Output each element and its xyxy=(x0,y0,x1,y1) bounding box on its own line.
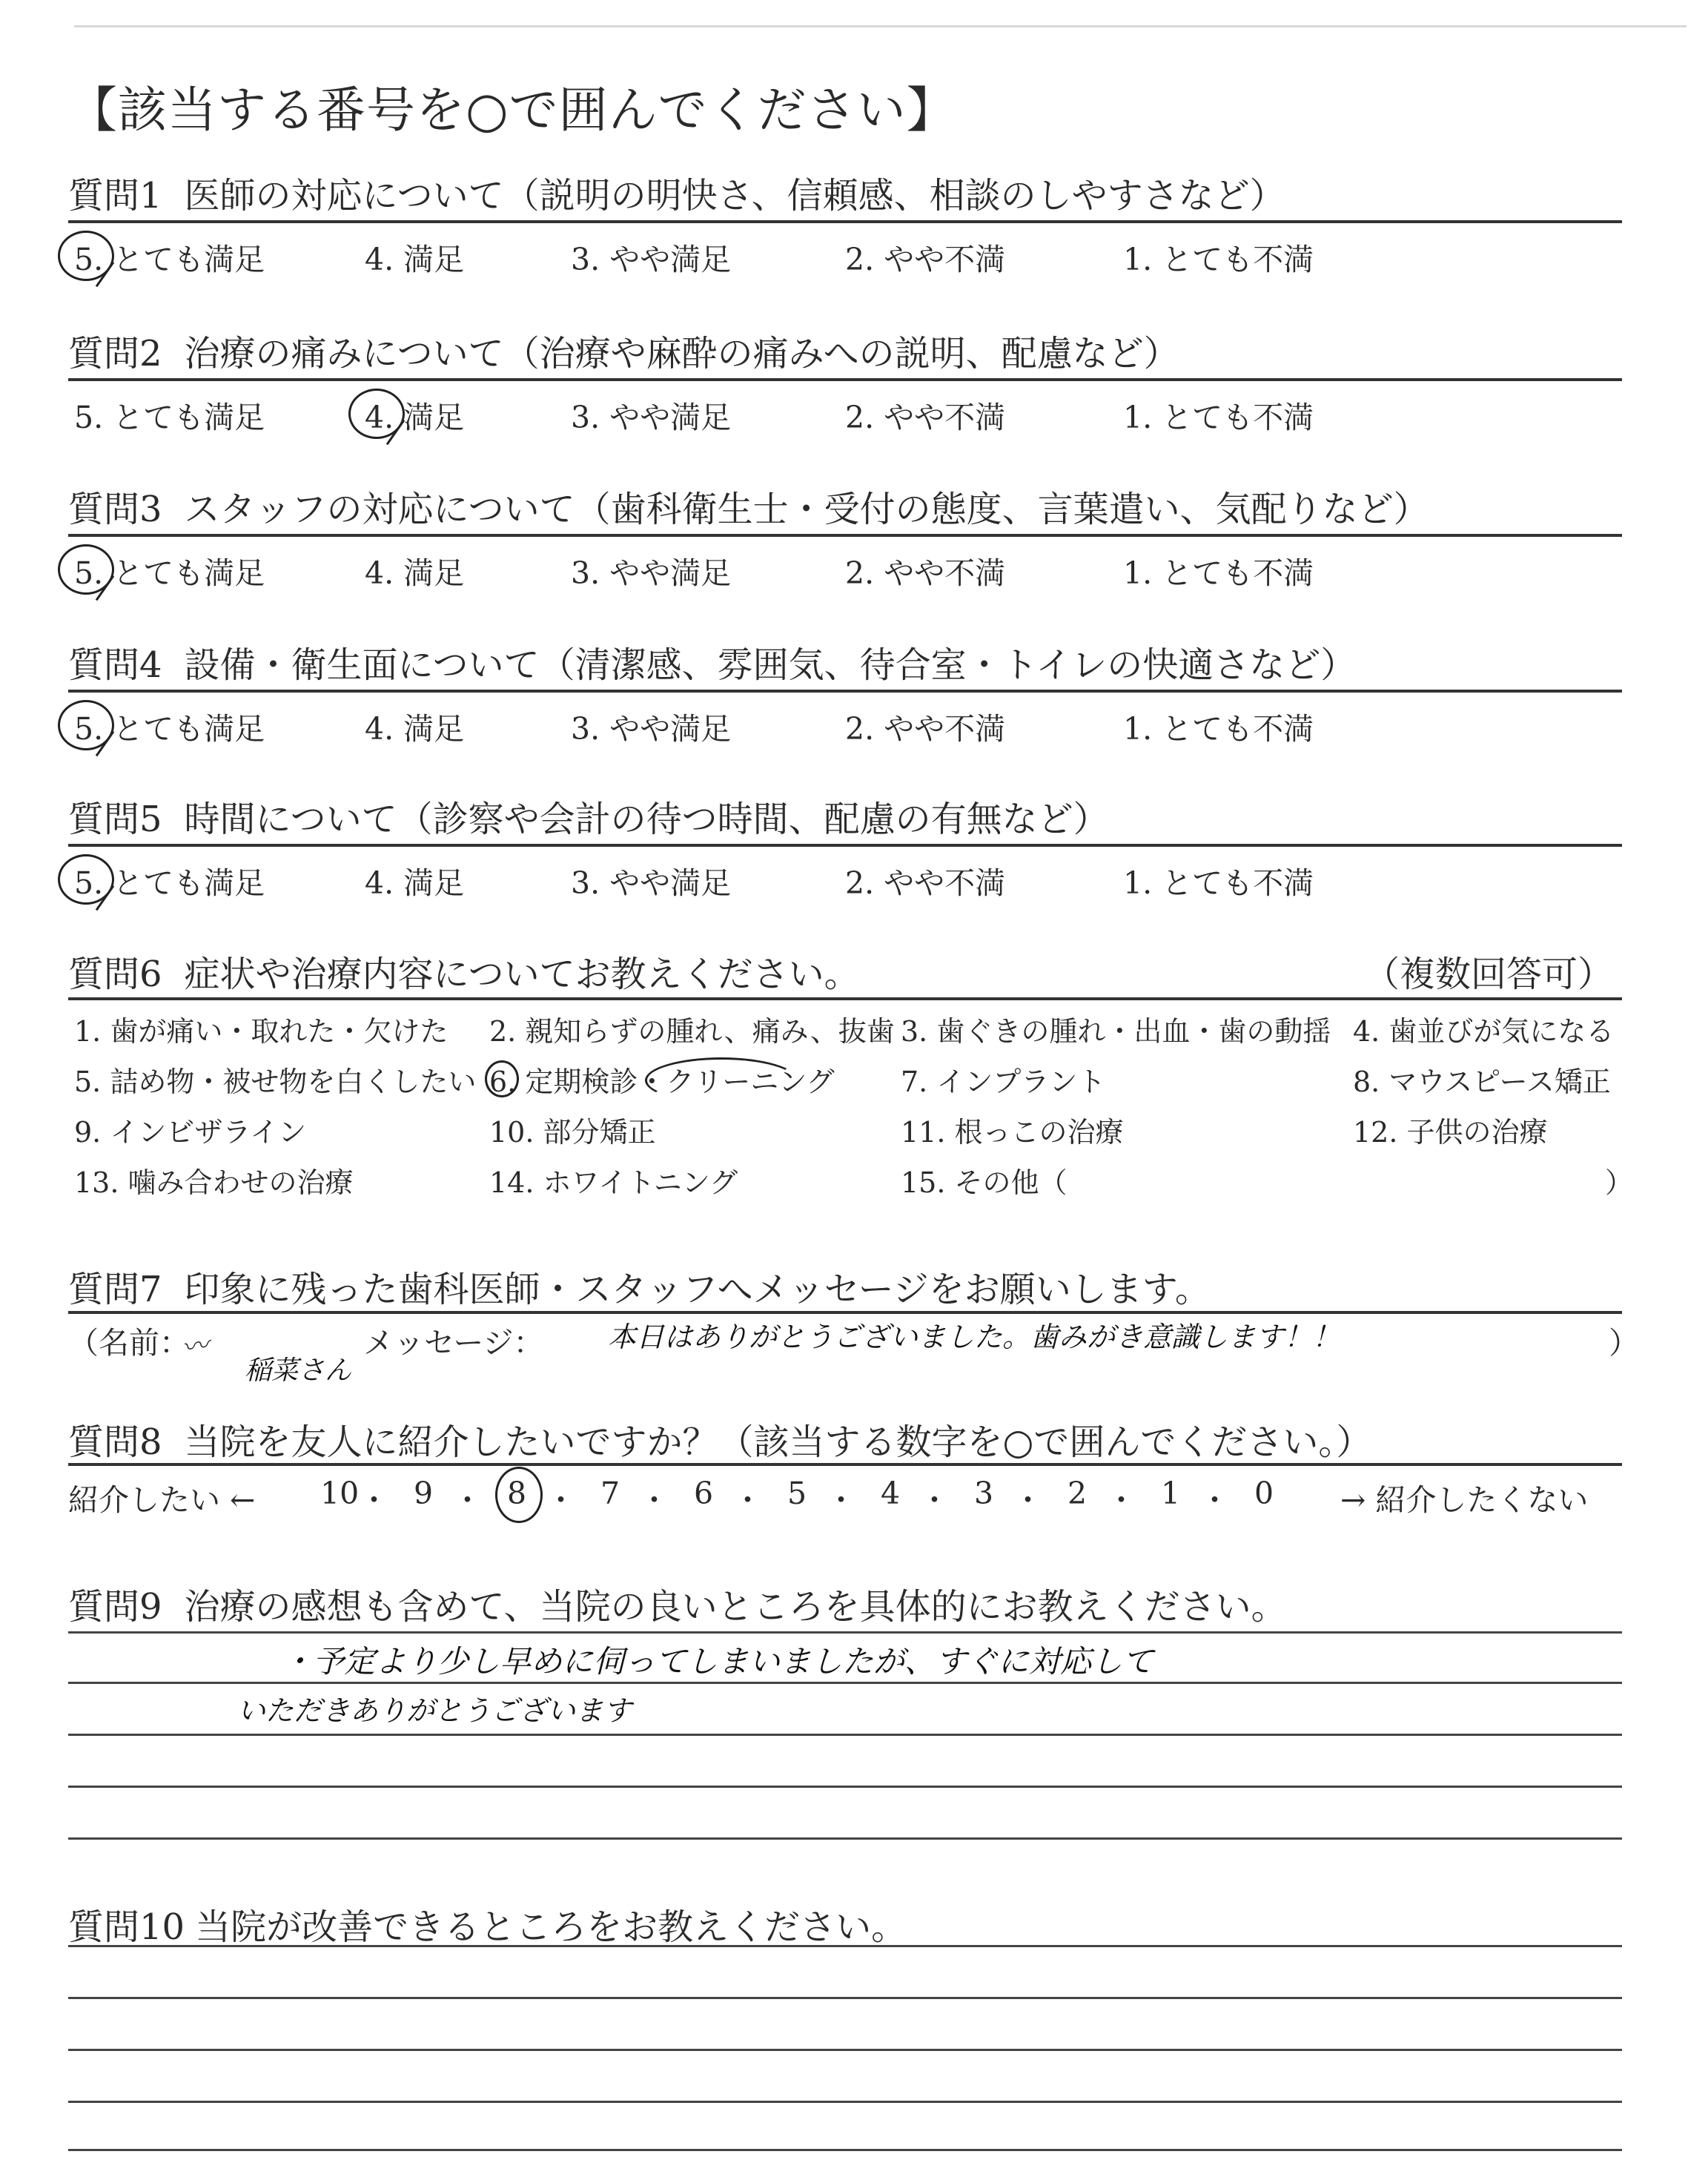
q2-heading xyxy=(68,325,1179,376)
q1-label: 質問1 xyxy=(68,175,162,217)
q5-option-5[interactable]: 5. とても満足 xyxy=(74,865,265,901)
q7-close-paren: ） xyxy=(1609,1325,1639,1361)
q3-label: 質問3 xyxy=(68,489,162,530)
q5-option-4[interactable]: 4. 満足 xyxy=(365,865,465,901)
q5-label: 質問5 xyxy=(68,799,162,840)
q7-message-handwritten: 本日はありがとうございました。歯みがき意識します！！ xyxy=(608,1321,1341,1353)
q7-name-scribble: 〰 xyxy=(179,1330,211,1364)
q5-text: 時間について（診察や会計の待つ時間、配慮の有無など） xyxy=(184,799,1109,840)
q10-label: 質問10 xyxy=(68,1906,185,1948)
q6-multi-note: （複数回答可） xyxy=(1364,954,1614,995)
q7-name-label: （名前： xyxy=(68,1325,190,1361)
q1-option-2[interactable]: 2. やや不満 xyxy=(845,242,1006,277)
q5-option-2[interactable]: 2. やや不満 xyxy=(845,865,1006,901)
q6-option-7[interactable]: 7. インプラント xyxy=(901,1066,1106,1098)
q2-option-2[interactable]: 2. やや不満 xyxy=(845,400,1006,435)
q8-scale-7[interactable]: 7 xyxy=(600,1476,620,1511)
q8-separator: ・ xyxy=(919,1482,950,1518)
q10-rule-2 xyxy=(68,1997,1622,1999)
q9-heading xyxy=(68,1578,1287,1629)
q2-rule xyxy=(68,378,1622,381)
q10-rule-1 xyxy=(68,1945,1622,1947)
q8-scale-9[interactable]: 9 xyxy=(414,1476,434,1511)
q9-label: 質問9 xyxy=(68,1586,162,1628)
q10-rule-5 xyxy=(68,2149,1622,2151)
q8-label: 質問8 xyxy=(68,1421,162,1463)
q6-option-8[interactable]: 8. マウスピース矯正 xyxy=(1353,1066,1611,1098)
q3-text: スタッフの対応について（歯科衛生士・受付の態度、言葉遣い、気配りなど） xyxy=(184,489,1429,530)
q8-scale-6[interactable]: 6 xyxy=(694,1476,714,1511)
q6-text: 症状や治療内容についてお教えください。 xyxy=(184,954,860,995)
q6-option-4[interactable]: 4. 歯並びが気になる xyxy=(1353,1015,1615,1048)
q9-rule-1 xyxy=(68,1631,1622,1634)
q8-separator: ・ xyxy=(1106,1482,1136,1518)
q1-option-4[interactable]: 4. 満足 xyxy=(365,242,465,277)
q2-option-1[interactable]: 1. とても不満 xyxy=(1123,400,1314,435)
q9-handwritten-line-1: ・予定より少し早めに伺ってしまいましたが、すぐに対応して xyxy=(282,1643,1154,1680)
q4-option-2[interactable]: 2. やや不満 xyxy=(845,711,1006,747)
q8-separator: ・ xyxy=(452,1482,483,1518)
q7-message-label: メッセージ： xyxy=(363,1325,544,1361)
q8-separator: ・ xyxy=(1199,1482,1230,1518)
q6-option-1[interactable]: 1. 歯が痛い・取れた・欠けた xyxy=(74,1015,448,1048)
q1-option-5[interactable]: 5. とても満足 xyxy=(74,242,265,277)
q6-label: 質問6 xyxy=(68,954,162,995)
q8-separator: ・ xyxy=(359,1482,389,1518)
q9-handwritten-line-2: いただきありがとうございます xyxy=(237,1694,632,1727)
q6-selected-circle xyxy=(485,1060,519,1097)
q6-option-15[interactable]: 15. その他（ xyxy=(901,1166,1068,1199)
q5-option-3[interactable]: 3. やや満足 xyxy=(571,865,732,901)
q7-heading xyxy=(68,1261,1211,1312)
q3-option-1[interactable]: 1. とても不満 xyxy=(1123,555,1314,591)
q8-separator: ・ xyxy=(546,1482,576,1518)
q8-separator: ・ xyxy=(732,1482,763,1518)
q6-option-13[interactable]: 13. 噛み合わせの治療 xyxy=(74,1166,354,1199)
q8-right-label: → 紹介したくない xyxy=(1340,1482,1589,1518)
q4-rule xyxy=(68,690,1622,693)
q6-rule xyxy=(68,997,1622,1000)
q7-text: 印象に残った歯科医師・スタッフへメッセージをお願いします。 xyxy=(184,1269,1211,1310)
q6-option-3[interactable]: 3. 歯ぐきの腫れ・出血・歯の動揺 xyxy=(901,1015,1331,1048)
q1-option-1[interactable]: 1. とても不満 xyxy=(1123,242,1314,277)
q4-text: 設備・衛生面について（清潔感、雰囲気、待合室・トイレの快適さなど） xyxy=(184,644,1357,686)
page-top-edge xyxy=(74,25,1687,27)
q3-option-3[interactable]: 3. やや満足 xyxy=(571,555,732,591)
q4-heading xyxy=(68,636,1356,687)
q6-other-close-paren: ） xyxy=(1605,1166,1634,1199)
page-title: 【該当する番号を○で囲んでください】 xyxy=(68,82,956,139)
q8-left-label: 紹介したい ← xyxy=(68,1482,256,1518)
q9-rule-3 xyxy=(68,1734,1622,1736)
q2-option-5[interactable]: 5. とても満足 xyxy=(74,400,265,435)
q10-rule-4 xyxy=(68,2101,1622,2103)
q9-rule-5 xyxy=(68,1837,1622,1840)
q8-separator: ・ xyxy=(639,1482,669,1518)
q3-heading xyxy=(68,480,1429,532)
q8-scale-1[interactable]: 1 xyxy=(1161,1476,1181,1511)
q1-text: 医師の対応について（説明の明快さ、信頼感、相談のしやすさなど） xyxy=(184,175,1285,217)
q6-selected-swoosh xyxy=(645,1057,798,1103)
q10-rule-3 xyxy=(68,2049,1622,2051)
q10-text: 当院が改善できるところをお教えください。 xyxy=(195,1906,907,1948)
q4-option-1[interactable]: 1. とても不満 xyxy=(1123,711,1314,747)
q8-separator: ・ xyxy=(826,1482,856,1518)
q1-rule xyxy=(68,220,1622,223)
q8-heading xyxy=(68,1413,1371,1464)
q2-option-4[interactable]: 4. 満足 xyxy=(365,400,465,435)
q1-option-3[interactable]: 3. やや満足 xyxy=(571,242,732,277)
q8-scale-4[interactable]: 4 xyxy=(881,1476,901,1511)
q8-text: 当院を友人に紹介したいですか？（該当する数字を○で囲んでください。） xyxy=(184,1421,1372,1463)
q6-option-2[interactable]: 2. 親知らずの腫れ、痛み、抜歯 xyxy=(489,1015,895,1048)
q8-scale-3[interactable]: 3 xyxy=(974,1476,994,1511)
q7-label: 質問7 xyxy=(68,1269,162,1310)
q1-heading xyxy=(68,167,1285,218)
q6-heading xyxy=(68,945,860,997)
q8-scale-8[interactable]: 8 xyxy=(507,1476,527,1511)
q6-option-6[interactable]: 6. 定期検診・クリーニング xyxy=(489,1066,835,1098)
q2-text: 治療の痛みについて（治療や麻酔の痛みへの説明、配慮など） xyxy=(184,333,1179,374)
q6-option-11[interactable]: 11. 根っこの治療 xyxy=(901,1116,1124,1149)
q8-scale-0[interactable]: 0 xyxy=(1254,1476,1274,1511)
q2-label: 質問2 xyxy=(68,333,162,374)
q4-option-3[interactable]: 3. やや満足 xyxy=(571,711,732,747)
q8-separator: ・ xyxy=(1013,1482,1043,1518)
q8-scale-5[interactable]: 5 xyxy=(787,1476,807,1511)
q3-option-4[interactable]: 4. 満足 xyxy=(365,555,465,591)
q6-option-10[interactable]: 10. 部分矯正 xyxy=(489,1116,656,1149)
q9-rule-4 xyxy=(68,1786,1622,1788)
q5-heading xyxy=(68,790,1109,842)
q8-rule xyxy=(68,1463,1622,1466)
q8-selected-circle xyxy=(495,1467,543,1523)
q4-option-5[interactable]: 5. とても満足 xyxy=(74,711,265,747)
q9-rule-2 xyxy=(68,1682,1622,1684)
q5-rule xyxy=(68,844,1622,847)
q8-scale-10[interactable]: 10 xyxy=(320,1476,360,1511)
q5-option-1[interactable]: 1. とても不満 xyxy=(1123,865,1314,901)
q4-label: 質問4 xyxy=(68,644,162,686)
q4-option-4[interactable]: 4. 満足 xyxy=(365,711,465,747)
q9-text: 治療の感想も含めて、当院の良いところを具体的にお教えください。 xyxy=(184,1586,1287,1628)
q6-option-12[interactable]: 12. 子供の治療 xyxy=(1353,1116,1548,1149)
q3-option-2[interactable]: 2. やや不満 xyxy=(845,555,1006,591)
q6-option-5[interactable]: 5. 詰め物・被せ物を白くしたい xyxy=(74,1066,477,1098)
q3-rule xyxy=(68,534,1622,537)
q7-name-handwritten: 稲菜さん xyxy=(245,1355,352,1386)
q10-heading xyxy=(68,1898,907,1949)
q6-option-9[interactable]: 9. インビザライン xyxy=(74,1116,307,1149)
q3-option-5[interactable]: 5. とても満足 xyxy=(74,555,265,591)
q8-scale-2[interactable]: 2 xyxy=(1068,1476,1088,1511)
q2-option-3[interactable]: 3. やや満足 xyxy=(571,400,732,435)
q6-option-14[interactable]: 14. ホワイトニング xyxy=(489,1166,738,1199)
